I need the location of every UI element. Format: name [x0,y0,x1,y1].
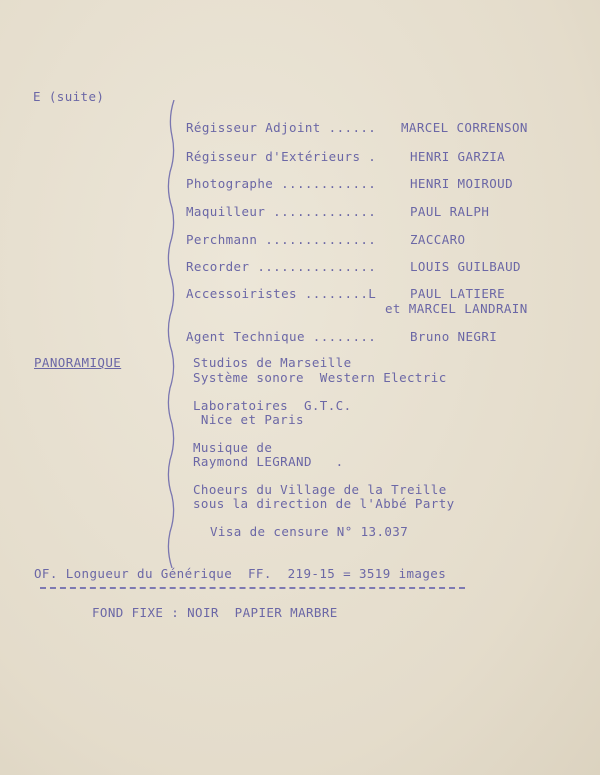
visa-censure: Visa de censure N° 13.037 [210,524,409,539]
credit-name: HENRI MOIROUD [410,176,514,191]
panoramique-line: Nice et Paris [193,412,304,427]
panoramique-line: Raymond LEGRAND . [193,454,344,469]
credit-name-secondary: et MARCEL LANDRAIN [385,301,528,316]
credit-name: LOUIS GUILBAUD [410,259,521,274]
credit-name: MARCEL CORRENSON [401,120,528,135]
credit-label: Régisseur Adjoint ...... [186,120,377,135]
panoramique-line: Choeurs du Village de la Treille [193,482,447,497]
panoramique-heading: PANORAMIQUE [34,355,122,370]
credit-label: Régisseur d'Extérieurs . [186,149,377,164]
panoramique-line: Système sonore Western Electric [193,370,447,385]
section-header: E (suite) [33,89,105,104]
panoramique-line: Laboratoires G.T.C. [193,398,352,413]
credit-label: Accessoiristes ........L [186,286,377,301]
credit-name: ZACCARO [410,232,466,247]
credit-name: Bruno NEGRI [410,329,498,344]
panoramique-line: sous la direction de l'Abbé Party [193,496,455,511]
credit-label: Perchmann .............. [186,232,377,247]
panoramique-line: Musique de [193,440,273,455]
longueur-generique: OF. Longueur du Générique FF. 219-15 = 3519 images [34,566,447,581]
dashed-separator [40,587,465,589]
curly-brace-bracket [162,100,178,568]
fond-fixe: FOND FIXE : NOIR PAPIER MARBRE [92,605,338,620]
credit-name: PAUL RALPH [410,204,490,219]
credit-label: Maquilleur ............. [186,204,377,219]
credit-name: HENRI GARZIA [410,149,506,164]
credit-name: PAUL LATIERE [410,286,506,301]
credit-label: Photographe ............ [186,176,377,191]
panoramique-line: Studios de Marseille [193,355,352,370]
credit-label: Agent Technique ........ [186,329,377,344]
credit-label: Recorder ............... [186,259,377,274]
